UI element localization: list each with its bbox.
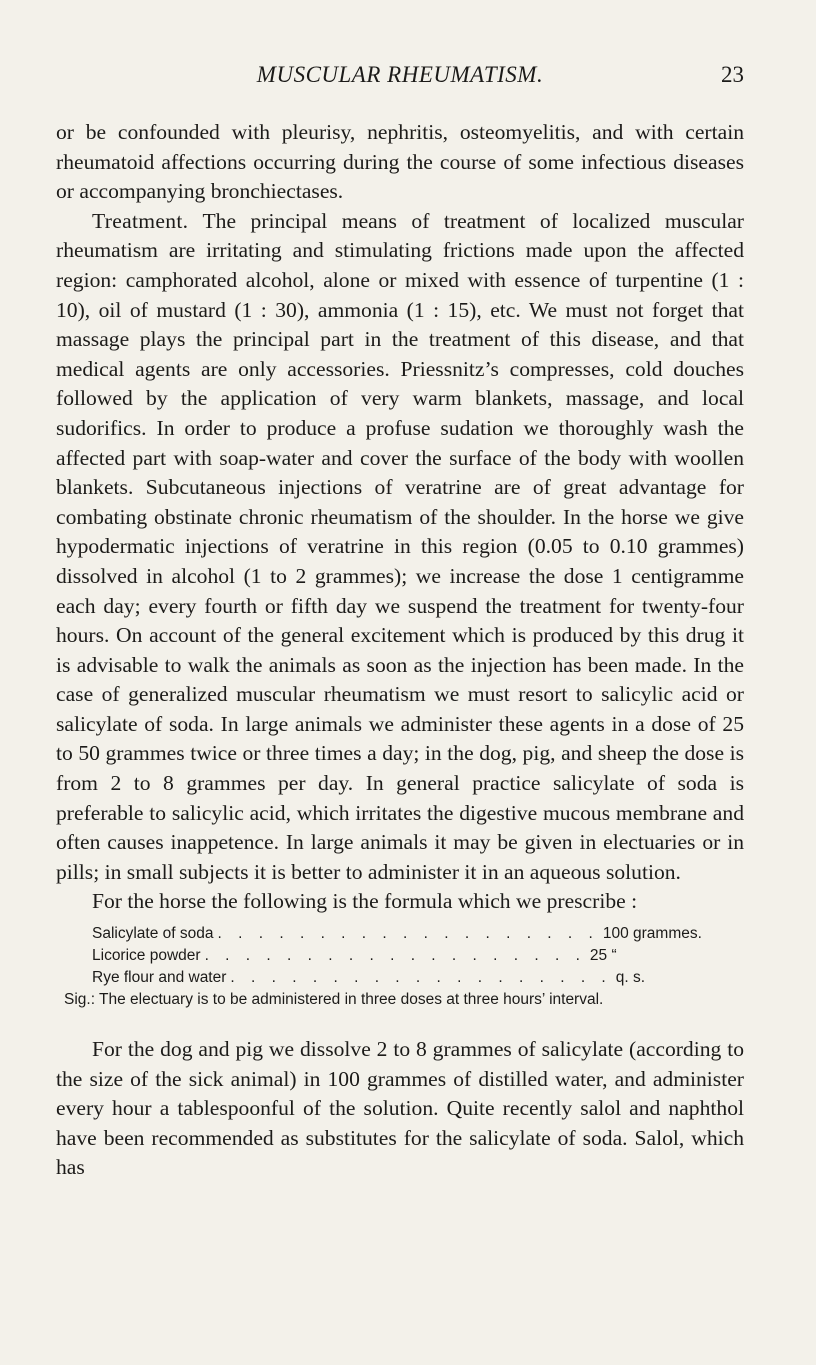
paragraph-dog-pig: For the dog and pig we dissolve 2 to 8 grammes of salicylate (according to the size of the sick animal) in 100 grammes of distilled water, and administer every hour a tablespoonful of the solution. Quite recently salol and naphthol have been recommended as substitutes for the salicylate of soda. Salol, which has — [56, 1037, 744, 1180]
formula-quantity: 100 grammes. — [602, 925, 702, 943]
formula-quantity: q. s. — [615, 969, 646, 987]
formula-row — [56, 967, 744, 989]
formula-ingredient: Salicylate of soda — [92, 925, 214, 943]
formula-ingredient: Licorice powder — [92, 947, 201, 965]
paragraph-treatment — [56, 207, 744, 888]
formula-quantity: 25 “ — [589, 947, 617, 965]
formula-signature: Sig.: The electuary is to be administered in three doses at three hours’ interval. — [64, 991, 604, 1009]
page-number: 23 — [721, 62, 744, 87]
formula-row — [56, 945, 744, 967]
treatment-heading: Treatment. — [92, 208, 189, 233]
leader-dots: . . . . . . . . . . . . . . . . . . . — [217, 925, 599, 943]
prescription-formula — [56, 923, 744, 1011]
paragraph-continuation: or be confounded with pleurisy, nephritis, osteomyelitis, and with certain rheumatoid affections occurring during the course of some infectious diseases or accompanying bronchiectases. — [56, 120, 744, 204]
paragraph-formula-intro: For the horse the following is the formula which we prescribe : — [92, 889, 638, 914]
running-head — [56, 62, 744, 96]
running-title: MUSCULAR RHEUMATISM. — [256, 62, 544, 87]
leader-dots: . . . . . . . . . . . . . . . . . . . — [230, 969, 612, 987]
treatment-text: The principal means of treatment of localized muscular rheumatism are irritating and stimulating frictions made upon the affected region: camphorated alcohol, alone or mixed with essence of turpentine (1 : 10), oil of mustard (1 : 30), ammonia (1 : 15), etc. We must not forget that massage plays the principal part in the treatment of this disease, and that medical agents are only accessories. Priessnitz’s compresses, cold douches followed by the application of very warm blankets, massage, and local sudorifics. In order to produce a profuse sudation we thoroughly wash the affected part with soap-water and cover the surface of the body with woollen blankets. Subcutaneous injections of veratrine are of great advantage for combating obstinate chronic rheumatism of the shoulder. In the horse we give hypodermatic injections of veratrine in this region (0.05 to 0.10 grammes) dissolved in alcohol (1 to 2 grammes); we increase the dose 1 centigramme each day; every fourth or fifth day we suspend the treatment for twenty-four hours. On account of the general excitement which is produced by this drug it is advisable to walk the animals as soon as the injection has been made. In the case of generalized muscular rheumatism we must resort to salicylic acid or salicylate of soda. In large animals we administer these agents in a dose of 25 to 50 grammes twice or three times a day; in the dog, pig, and sheep the dose is from 2 to 8 grammes per day. In general practice salicylate of soda is preferable to salicylic acid, which irritates the digestive mucous membrane and often causes inappetence. In large animals it may be given in electuaries or in pills; in small subjects it is better to administer it in an aqueous solution. — [56, 208, 744, 884]
body-text — [56, 118, 744, 1183]
leader-dots: . . . . . . . . . . . . . . . . . . . — [204, 947, 586, 965]
formula-row — [56, 923, 744, 945]
formula-ingredient: Rye flour and water — [92, 969, 227, 987]
